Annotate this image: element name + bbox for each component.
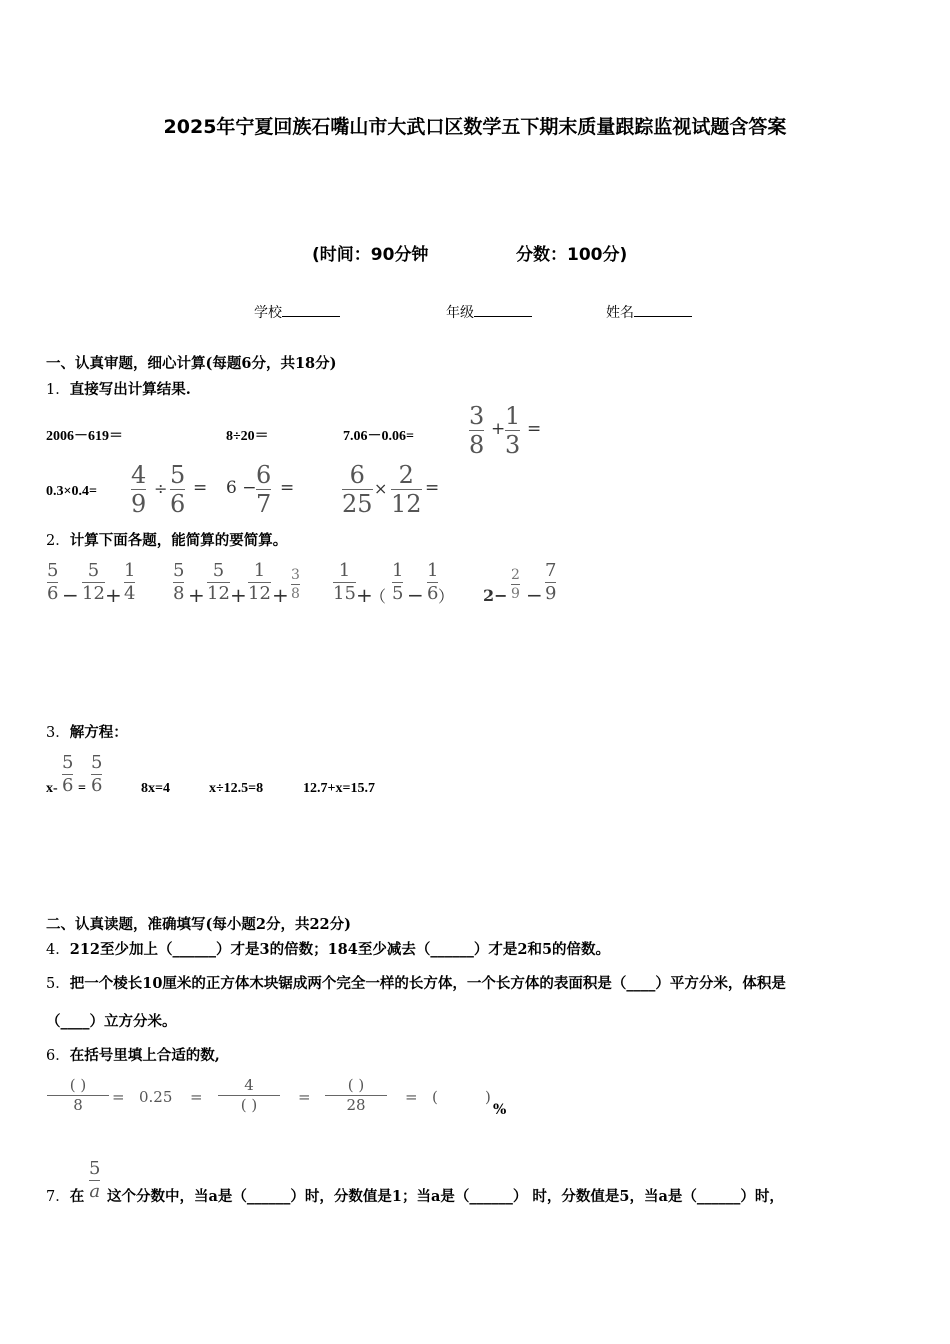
minus-sign: − [526,583,543,607]
q7-number: 7． [46,1189,70,1205]
equals-sign: = [425,478,440,498]
q2-text: 计算下面各题，能简算的要简算。 [69,532,288,549]
q5-prompt [46,972,786,993]
q1-prompt [46,378,191,399]
divide-sign: ÷ [154,479,168,498]
q3-number: 3． [46,725,70,741]
fraction-1-3: 1 3 [505,402,521,459]
fraction-1-6: 1 6 [427,560,439,604]
fraction-1-5: 1 5 [392,560,404,604]
score-label: 分数：100分) [516,245,628,265]
percent-open-paren: ( [432,1088,438,1106]
q2-prompt [46,529,287,550]
q6-number: 6． [46,1048,70,1064]
six-minus: 6 − [226,478,257,498]
equals-sign: = [190,1088,203,1106]
percent-close-paren: ) [485,1088,491,1106]
section1-heading: 一、认真审题，细心计算(每题6分，共18分) [46,355,337,372]
q1-text: 直接写出计算结果. [69,381,191,398]
q3-text: 解方程： [69,724,128,741]
q3-prompt [46,721,128,742]
fraction-blank-28: ( ) 28 [325,1078,387,1113]
equals-sign: = [112,1088,125,1106]
plus-sign: + [230,583,247,607]
fraction-3-8: 3 8 [291,567,300,602]
page-title: 2025年宁夏回族石嘴山市大武口区数学五下期末质量跟踪监视试题含答案 [163,116,787,138]
fraction-2-12: 2 12 [391,461,422,518]
plus-sign: + [356,583,373,607]
q5-number: 5． [46,976,70,992]
equals-sign: = [298,1088,311,1106]
q4-number: 4． [46,942,70,958]
equals-sign: = [193,478,208,498]
right-paren: ） [438,587,455,606]
school-field[interactable] [254,302,340,322]
equals-sign: = [280,478,295,498]
fraction-2-9: 2 9 [511,567,520,602]
times-sign: × [374,479,388,498]
name-blank[interactable] [634,316,692,317]
minus-sign: − [407,583,424,607]
q1-number: 1． [46,382,70,398]
percent-sign: % [493,1102,507,1118]
decimal-value: 0.25 [139,1088,173,1106]
equation-3: x÷12.5=8 [209,781,264,796]
q1-expr-3: 7.06－0.06= [343,429,414,444]
fraction-blank-8: ( ) 8 [47,1078,109,1113]
school-label: 学校 [254,305,282,321]
q1-expr-2: 8÷20＝ [226,429,269,444]
equals-sign: = [78,781,86,796]
x-minus: x- [46,781,58,796]
time-label: (时间：90分钟 [312,245,429,265]
fraction-1-4: 1 4 [124,560,136,604]
plus-sign: + [105,583,122,607]
fraction-5-a: 5 a [89,1158,101,1202]
fraction-6-7: 6 7 [256,461,272,518]
q5-text-line2: （____）立方分米。 [46,1013,177,1030]
fraction-1-12: 1 12 [248,560,271,604]
q2-number: 2． [46,533,70,549]
left-paren: （ [370,587,387,606]
q1-expr-4: 0.3×0.4= [46,484,97,499]
two-minus: 2− [483,586,508,605]
fraction-7-9: 7 9 [545,560,557,604]
q6-prompt [46,1044,220,1065]
equation-4: 12.7+x=15.7 [303,781,375,796]
section2-heading: 二、认真读题，准确填写(每小题2分，共22分) [46,916,351,933]
fraction-5-6: 5 6 [47,560,59,604]
plus-sign: + [188,583,205,607]
grade-blank[interactable] [474,316,532,317]
q4-text: 212至少加上（______）才是3的倍数；184至少减去（______）才是2和5的倍数。 [69,941,611,958]
fraction-1-15: 1 15 [333,560,356,604]
q7-text: 这个分数中，当a是（______）时，分数值是1；当a是（______） 时，分数值是5，当a是（______）时， [107,1188,784,1205]
fraction-5-6: 5 6 [62,752,74,796]
q7-number-pre [46,1185,84,1206]
equation-2: 8x=4 [141,781,170,796]
fraction-6-25: 6 25 [342,461,373,518]
grade-label: 年级 [446,305,474,321]
q4-prompt [46,938,610,959]
q5-text-line1: 把一个棱长10厘米的正方体木块锯成两个完全一样的长方体，一个长方体的表面积是（____）平方分米，体积是 [69,975,786,992]
school-blank[interactable] [282,316,340,317]
q7-pre: 在 [69,1188,85,1205]
equals-sign: = [405,1088,418,1106]
fraction-5-6: 5 6 [91,752,103,796]
name-label: 姓名 [606,305,634,321]
plus-sign: + [491,419,506,439]
fraction-4-blank: 4 ( ) [218,1078,280,1113]
equals-sign: = [527,419,542,439]
fraction-5-8: 5 8 [173,560,185,604]
name-field[interactable] [606,302,692,322]
fraction-4-9: 4 9 [131,461,147,518]
minus-sign: − [62,583,79,607]
fraction-5-12: 5 12 [207,560,230,604]
q6-text: 在括号里填上合适的数, [69,1047,220,1064]
plus-sign: + [272,583,289,607]
grade-field[interactable] [446,302,532,322]
q1-expr-1: 2006－619＝ [46,429,123,444]
fraction-5-6: 5 6 [170,461,186,518]
fraction-5-12: 5 12 [82,560,105,604]
fraction-3-8: 3 8 [469,402,485,459]
